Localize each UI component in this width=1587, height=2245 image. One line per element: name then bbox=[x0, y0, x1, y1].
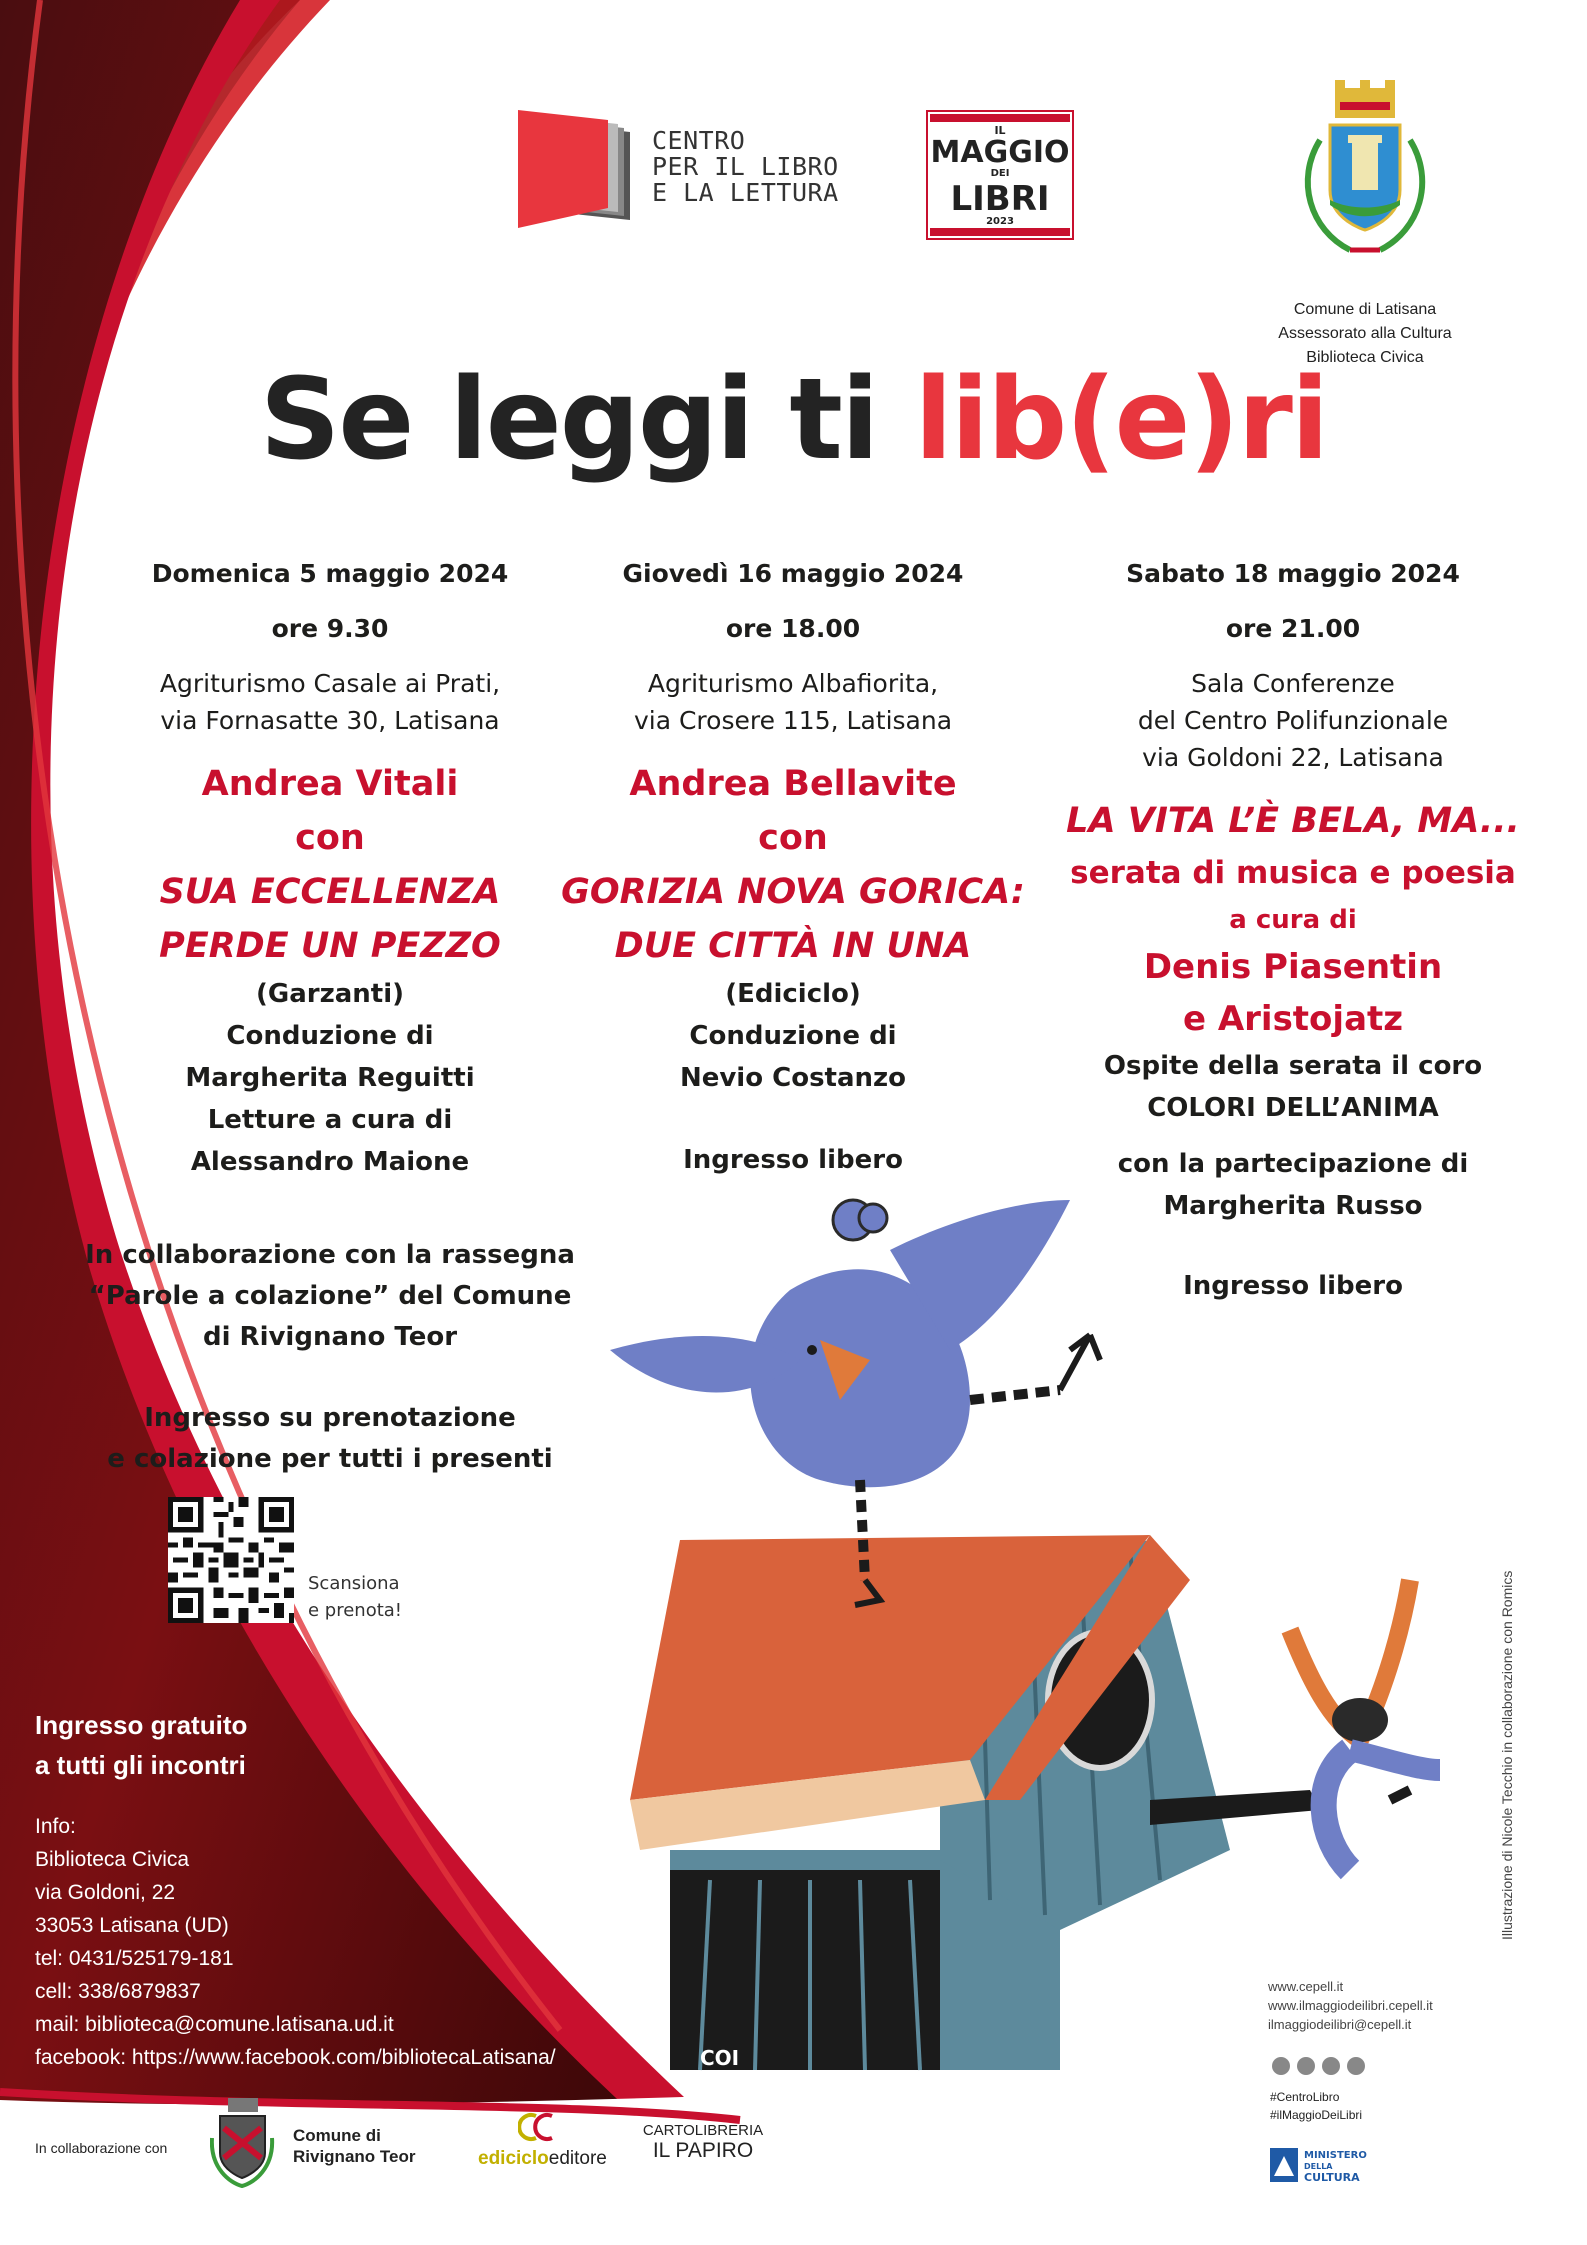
event-participation: Margherita Russo bbox=[1163, 1191, 1423, 1221]
event-date: Giovedì 16 maggio 2024 bbox=[622, 559, 964, 588]
info-line: via Goldoni, 22 bbox=[35, 1881, 176, 1904]
booking-line: Ingresso su prenotazione bbox=[144, 1403, 516, 1433]
illustration-credit: Illustrazione di Nicole Tecchio in collaborazione con Romics bbox=[1499, 1570, 1515, 1940]
info-line: tel: 0431/525179-181 bbox=[35, 1947, 234, 1970]
cepell-logo-mark bbox=[518, 110, 633, 228]
papiro-label bbox=[638, 2122, 768, 2163]
cepell-line-2: PER IL LIBRO bbox=[652, 152, 839, 181]
svg-text:DEI: DEI bbox=[990, 168, 1010, 179]
rivignano-line: Rivignano Teor bbox=[293, 2147, 416, 2166]
event-place-line: via Crosere 115, Latisana bbox=[633, 706, 953, 735]
info-line: Info: bbox=[35, 1815, 76, 1838]
qr-caption-line: Scansiona bbox=[308, 1573, 400, 1594]
cepell-line-3: E LA LETTURA bbox=[652, 178, 839, 207]
headline bbox=[0, 355, 1587, 485]
info-line: cell: 338/6879837 bbox=[35, 1980, 201, 2003]
event-show-title: LA VITA L’È BELA, MA... bbox=[1066, 801, 1520, 841]
twitter-icon[interactable] bbox=[1322, 2057, 1340, 2075]
hashtags bbox=[1270, 2088, 1362, 2124]
youtube-icon[interactable] bbox=[1347, 2057, 1365, 2075]
ediciclo-label bbox=[478, 2148, 607, 2170]
info-block bbox=[35, 1810, 556, 2074]
instagram-icon[interactable] bbox=[1297, 2057, 1315, 2075]
svg-text:MINISTERO: MINISTERO bbox=[1304, 2150, 1367, 2161]
booking-qr-code[interactable] bbox=[168, 1497, 294, 1623]
link-email[interactable]: ilmaggiodeilibri@cepell.it bbox=[1268, 2017, 1412, 2032]
event-place-line: via Fornasatte 30, Latisana bbox=[160, 706, 500, 735]
svg-text:DELLA: DELLA bbox=[1304, 2162, 1333, 2171]
event-column-1 bbox=[95, 555, 565, 1183]
event-date: Domenica 5 maggio 2024 bbox=[151, 559, 509, 588]
svg-text:COI: COI bbox=[700, 2046, 740, 2070]
footer-collab-label: In collaborazione con bbox=[35, 2140, 168, 2156]
papiro-line-top: CARTOLIBRERIA bbox=[642, 2122, 764, 2139]
cepell-logo-text bbox=[652, 128, 839, 206]
event-place-line: Agriturismo Casale ai Prati, bbox=[159, 669, 501, 698]
event-artist: Denis Piasentin bbox=[1143, 947, 1443, 987]
rivignano-crest-icon bbox=[210, 2098, 275, 2188]
rivignano-label bbox=[293, 2125, 415, 2167]
event-book-title: PERDE UN PEZZO bbox=[159, 926, 501, 966]
event-detail: Conduzione di bbox=[226, 1021, 434, 1051]
event-place-line: Agriturismo Albafiorita, bbox=[647, 669, 939, 698]
event-place-line: Sala Conferenze bbox=[1191, 669, 1395, 698]
event-publisher: (Ediciclo) bbox=[725, 979, 861, 1009]
collab-line: In collaborazione con la rassegna bbox=[85, 1240, 575, 1270]
free-entrance bbox=[35, 1705, 247, 1785]
svg-text:CULTURA: CULTURA bbox=[1304, 2171, 1360, 2184]
link-maggio-libri[interactable]: www.ilmaggiodeilibri.cepell.it bbox=[1268, 1998, 1433, 2013]
event-show-subtitle: serata di musica e poesia bbox=[1070, 855, 1516, 891]
event-guest: Ospite della serata il coro bbox=[1103, 1051, 1483, 1081]
latisana-crest-icon bbox=[1290, 80, 1440, 295]
event-entry: Ingresso libero bbox=[683, 1145, 903, 1175]
event-con: con bbox=[295, 818, 365, 858]
event-time: ore 18.00 bbox=[725, 614, 861, 643]
event-place-line: via Goldoni 22, Latisana bbox=[1142, 743, 1444, 772]
qr-caption bbox=[308, 1570, 402, 1624]
event-guest: COLORI DELL’ANIMA bbox=[1147, 1093, 1439, 1123]
event-author: Andrea Bellavite bbox=[629, 764, 957, 804]
event-book-title: DUE CITTÀ IN UNA bbox=[614, 926, 972, 966]
event-place-line: del Centro Polifunzionale bbox=[1137, 706, 1449, 735]
event-detail: Letture a cura di bbox=[207, 1105, 453, 1135]
booking-line: e colazione per tutti i presenti bbox=[107, 1444, 553, 1474]
free-line: Ingresso gratuito bbox=[35, 1710, 248, 1740]
event-column-2 bbox=[558, 555, 1028, 1181]
comune-line-2: Assessorato alla Cultura bbox=[1278, 325, 1452, 342]
event-book-title: SUA ECCELLENZA bbox=[159, 872, 501, 912]
comune-line-3: Biblioteca Civica bbox=[1306, 349, 1424, 366]
ediciclo-logo-mark bbox=[518, 2110, 558, 2144]
ediciclo-editore: editore bbox=[548, 2148, 607, 2169]
info-facebook[interactable]: facebook: https://www.facebook.com/bibliotecaLatisana/ bbox=[35, 2046, 556, 2069]
event-detail: Conduzione di bbox=[689, 1021, 897, 1051]
event-detail: Nevio Costanzo bbox=[679, 1063, 907, 1093]
svg-text:MAGGIO: MAGGIO bbox=[930, 135, 1070, 170]
info-line: Biblioteca Civica bbox=[35, 1848, 190, 1871]
rivignano-line: Comune di bbox=[293, 2126, 381, 2145]
collab-line: di Rivignano Teor bbox=[202, 1322, 458, 1352]
collab-line: “Parole a colazione” del Comune bbox=[88, 1281, 572, 1311]
collaboration-block bbox=[70, 1235, 590, 1480]
info-line: 33053 Latisana (UD) bbox=[35, 1914, 229, 1937]
headline-part-2: lib(e)ri bbox=[914, 355, 1328, 485]
ministero-cultura-logo bbox=[1270, 2144, 1380, 2186]
social-icons bbox=[1270, 2055, 1380, 2077]
comune-line-1: Comune di Latisana bbox=[1293, 301, 1437, 318]
event-publisher: (Garzanti) bbox=[255, 979, 404, 1009]
event-date: Sabato 18 maggio 2024 bbox=[1126, 559, 1460, 588]
qr-caption-line: e prenota! bbox=[308, 1600, 403, 1621]
hashtag: #ilMaggioDeiLibri bbox=[1270, 2108, 1363, 2122]
illustration-bird-birdhouse bbox=[590, 1160, 1490, 2090]
free-line: a tutti gli incontri bbox=[35, 1750, 246, 1780]
svg-text:IL: IL bbox=[994, 124, 1006, 137]
headline-part-1: Se leggi ti bbox=[259, 355, 915, 485]
event-author: Andrea Vitali bbox=[201, 764, 459, 804]
event-detail: Margherita Reguitti bbox=[185, 1063, 475, 1093]
event-artist: e Aristojatz bbox=[1182, 999, 1404, 1039]
event-curated: a cura di bbox=[1229, 905, 1357, 935]
event-entry: Ingresso libero bbox=[1183, 1271, 1403, 1301]
cepell-line-1: CENTRO bbox=[652, 126, 746, 155]
ediciclo-name: ediciclo bbox=[478, 2148, 549, 2169]
link-cepell[interactable]: www.cepell.it bbox=[1268, 1979, 1344, 1994]
event-detail: Alessandro Maione bbox=[190, 1147, 470, 1177]
maggio-dei-libri-logo bbox=[926, 110, 1074, 240]
info-email[interactable]: mail: biblioteca@comune.latisana.ud.it bbox=[35, 2013, 394, 2036]
svg-text:2023: 2023 bbox=[986, 216, 1014, 227]
event-con: con bbox=[758, 818, 828, 858]
papiro-line-bottom: IL PAPIRO bbox=[652, 2139, 754, 2162]
event-book-title: GORIZIA NOVA GORICA: bbox=[561, 872, 1025, 912]
svg-text:LIBRI: LIBRI bbox=[950, 179, 1050, 219]
hashtag: #CentroLibro bbox=[1270, 2090, 1340, 2104]
facebook-icon[interactable] bbox=[1272, 2057, 1290, 2075]
event-time: ore 21.00 bbox=[1225, 614, 1361, 643]
event-participation: con la partecipazione di bbox=[1117, 1149, 1469, 1179]
event-time: ore 9.30 bbox=[271, 614, 389, 643]
cepell-links bbox=[1268, 1977, 1433, 2034]
